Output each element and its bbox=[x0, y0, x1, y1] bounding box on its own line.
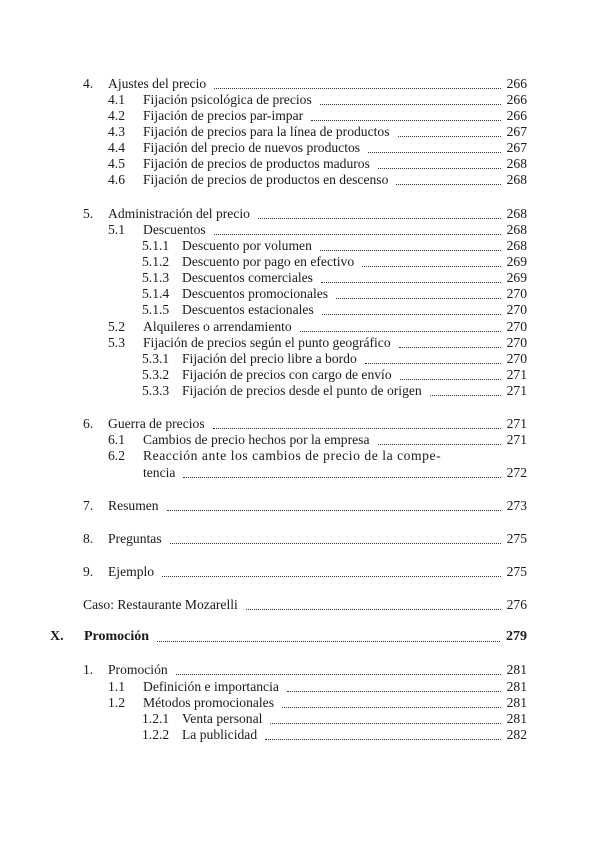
entry-number: 7. bbox=[83, 498, 94, 513]
toc-entry bbox=[108, 92, 527, 108]
dot-leader bbox=[378, 168, 501, 169]
entry-page: 281 bbox=[506, 679, 527, 694]
toc-entry bbox=[108, 679, 527, 695]
entry-page: 269 bbox=[506, 270, 527, 285]
entry-page: 266 bbox=[506, 76, 527, 91]
entry-number: 5.3.2 bbox=[142, 367, 170, 382]
toc-entry bbox=[108, 432, 527, 448]
entry-page: 281 bbox=[506, 695, 527, 710]
dot-leader bbox=[214, 234, 501, 235]
toc-entry bbox=[142, 367, 527, 383]
entry-title: Fijación de precios desde el punto de origen bbox=[182, 383, 422, 398]
entry-number: 5.3 bbox=[108, 335, 125, 350]
dot-leader bbox=[365, 363, 501, 364]
entry-title: Reacción ante los cambios de precio de la compe- bbox=[143, 448, 442, 463]
entry-number: 4.1 bbox=[108, 92, 125, 107]
entry-page: 281 bbox=[506, 662, 527, 677]
entry-number: 4.2 bbox=[108, 108, 125, 123]
entry-number: 8. bbox=[83, 531, 94, 546]
entry-page: 271 bbox=[506, 367, 527, 382]
entry-page: 267 bbox=[506, 140, 527, 155]
entry-title: Ejemplo bbox=[108, 564, 155, 579]
entry-title: Fijación psicológica de precios bbox=[143, 92, 312, 107]
toc-entry bbox=[142, 286, 527, 302]
entry-number: 5.1 bbox=[108, 222, 125, 237]
dot-leader bbox=[176, 674, 501, 675]
entry-number: 4.4 bbox=[108, 140, 125, 155]
dot-leader bbox=[157, 641, 500, 642]
dot-leader bbox=[398, 136, 501, 137]
toc-entry bbox=[142, 302, 527, 318]
entry-page: 268 bbox=[506, 206, 527, 221]
entry-number: 1.2 bbox=[108, 695, 125, 710]
entry-title: Alquileres o arrendamiento bbox=[143, 319, 292, 334]
entry-number: 6. bbox=[83, 416, 94, 431]
toc-entry bbox=[108, 319, 527, 335]
dot-leader bbox=[368, 152, 501, 153]
entry-number: 5.1.1 bbox=[142, 238, 170, 253]
entry-title: tencia bbox=[143, 465, 176, 480]
entry-title: Guerra de precios bbox=[108, 416, 205, 431]
dot-leader bbox=[270, 723, 500, 724]
entry-page: 273 bbox=[506, 498, 527, 513]
entry-page: 266 bbox=[506, 92, 527, 107]
entry-number: 5.3.1 bbox=[142, 351, 170, 366]
toc-entry bbox=[142, 238, 527, 254]
toc-entry bbox=[108, 695, 527, 711]
entry-page: 269 bbox=[506, 254, 527, 269]
entry-page: 272 bbox=[506, 465, 527, 480]
entry-page: 281 bbox=[506, 711, 527, 726]
toc-entry bbox=[108, 448, 527, 464]
entry-title: Fijación del precio libre a bordo bbox=[182, 351, 357, 366]
entry-page: 271 bbox=[506, 383, 527, 398]
dot-leader bbox=[183, 477, 500, 478]
entry-number: 1.2.1 bbox=[142, 711, 170, 726]
entry-title: Descuento por pago en efectivo bbox=[182, 254, 355, 269]
dot-leader bbox=[282, 707, 501, 708]
dot-leader bbox=[400, 379, 501, 380]
entry-title: Administración del precio bbox=[108, 206, 250, 221]
entry-title: Fijación de precios de productos en descenso bbox=[143, 172, 389, 187]
dot-leader bbox=[300, 331, 501, 332]
entry-title: Venta personal bbox=[182, 711, 263, 726]
entry-number: 5.1.3 bbox=[142, 270, 170, 285]
entry-page: 270 bbox=[506, 319, 527, 334]
entry-number: 5.1.2 bbox=[142, 254, 170, 269]
dot-leader bbox=[287, 691, 501, 692]
entry-title: Definición e importancia bbox=[143, 679, 279, 694]
entry-number: 5. bbox=[83, 206, 94, 221]
chapter-title: Promoción bbox=[84, 629, 150, 644]
entry-title: Ajustes del precio bbox=[108, 76, 207, 91]
dot-leader bbox=[430, 395, 501, 396]
entry-page: 276 bbox=[506, 597, 527, 612]
toc-entry bbox=[142, 727, 527, 743]
entry-page: 271 bbox=[506, 432, 527, 447]
entry-title: Fijación de precios par-impar bbox=[143, 108, 304, 123]
toc-entry bbox=[108, 172, 527, 188]
toc-entry bbox=[83, 416, 527, 432]
toc-entry bbox=[83, 597, 527, 613]
entry-number: 4.5 bbox=[108, 156, 125, 171]
dot-leader bbox=[396, 184, 500, 185]
entry-title: Fijación de precios según el punto geográfico bbox=[143, 335, 391, 350]
entry-number: 4.3 bbox=[108, 124, 125, 139]
entry-title: Descuento por volumen bbox=[182, 238, 312, 253]
toc-entry bbox=[108, 156, 527, 172]
toc-entry bbox=[142, 711, 527, 727]
entry-number: 5.2 bbox=[108, 319, 125, 334]
toc-entry bbox=[142, 254, 527, 270]
dot-leader bbox=[214, 88, 500, 89]
dot-leader bbox=[321, 282, 501, 283]
dot-leader bbox=[378, 444, 501, 445]
dot-leader bbox=[336, 298, 501, 299]
toc-entry bbox=[108, 222, 527, 238]
toc-entry bbox=[83, 498, 527, 514]
entry-number: 1. bbox=[83, 662, 94, 677]
entry-number: 9. bbox=[83, 564, 94, 579]
entry-number: 5.1.5 bbox=[142, 302, 170, 317]
entry-title: Fijación del precio de nuevos productos bbox=[143, 140, 361, 155]
entry-page: 271 bbox=[506, 416, 527, 431]
entry-title: Fijación de precios con cargo de envío bbox=[182, 367, 392, 382]
entry-page: 266 bbox=[506, 108, 527, 123]
entry-page: 282 bbox=[506, 727, 527, 742]
toc-entry bbox=[142, 351, 527, 367]
entry-page: 275 bbox=[506, 564, 527, 579]
toc-entry bbox=[108, 124, 527, 140]
entry-title: Promoción bbox=[108, 662, 168, 677]
dot-leader bbox=[167, 510, 501, 511]
entry-title: Métodos promocionales bbox=[143, 695, 275, 710]
entry-title: Fijación de precios de productos maduros bbox=[143, 156, 370, 171]
dot-leader bbox=[170, 543, 501, 544]
entry-page: 268 bbox=[506, 222, 527, 237]
dot-leader bbox=[399, 347, 501, 348]
entry-number: 4. bbox=[83, 76, 94, 91]
entry-page: 270 bbox=[506, 351, 527, 366]
entry-number: 5.3.3 bbox=[142, 383, 170, 398]
chapter-page: 279 bbox=[506, 629, 527, 644]
entry-page: 267 bbox=[506, 124, 527, 139]
entry-title: Cambios de precio hechos por la empresa bbox=[143, 432, 370, 447]
toc-entry-continuation bbox=[143, 465, 527, 481]
toc-chapter bbox=[50, 629, 527, 645]
entry-title: La publicidad bbox=[182, 727, 258, 742]
toc-entry bbox=[108, 335, 527, 351]
dot-leader bbox=[265, 739, 500, 740]
toc-entry bbox=[83, 662, 527, 678]
entry-number: 1.1 bbox=[108, 679, 125, 694]
entry-page: 268 bbox=[506, 156, 527, 171]
dot-leader bbox=[362, 266, 500, 267]
toc-entry bbox=[83, 564, 527, 580]
dot-leader bbox=[213, 428, 501, 429]
dot-leader bbox=[246, 609, 501, 610]
entry-number: 1.2.2 bbox=[142, 727, 170, 742]
toc-entry bbox=[83, 76, 527, 92]
toc-entry bbox=[83, 206, 527, 222]
dot-leader bbox=[320, 104, 501, 105]
entry-title: Descuentos promocionales bbox=[182, 286, 329, 301]
entry-title: Descuentos bbox=[143, 222, 206, 237]
entry-page: 270 bbox=[506, 286, 527, 301]
entry-title: Resumen bbox=[108, 498, 159, 513]
toc-entry bbox=[108, 140, 527, 156]
entry-number: 4.6 bbox=[108, 172, 125, 187]
chapter-number: X. bbox=[50, 629, 64, 644]
dot-leader bbox=[320, 250, 501, 251]
entry-page: 275 bbox=[506, 531, 527, 546]
entry-page: 268 bbox=[506, 238, 527, 253]
dot-leader bbox=[322, 314, 501, 315]
toc-entry bbox=[83, 531, 527, 547]
entry-number: 5.1.4 bbox=[142, 286, 170, 301]
entry-number: 6.2 bbox=[108, 448, 125, 463]
dot-leader bbox=[311, 120, 500, 121]
entry-title: Caso: Restaurante Mozarelli bbox=[83, 597, 238, 612]
entry-page: 270 bbox=[506, 302, 527, 317]
toc-entry bbox=[142, 270, 527, 286]
entry-title: Descuentos comerciales bbox=[182, 270, 313, 285]
entry-title: Preguntas bbox=[108, 531, 162, 546]
entry-title: Fijación de precios para la línea de productos bbox=[143, 124, 390, 139]
dot-leader bbox=[258, 218, 501, 219]
dot-leader bbox=[162, 576, 501, 577]
toc-entry bbox=[108, 108, 527, 124]
entry-page: 268 bbox=[506, 172, 527, 187]
entry-title: Descuentos estacionales bbox=[182, 302, 314, 317]
entry-number: 6.1 bbox=[108, 432, 125, 447]
entry-page: 270 bbox=[506, 335, 527, 350]
toc-entry bbox=[142, 383, 527, 399]
